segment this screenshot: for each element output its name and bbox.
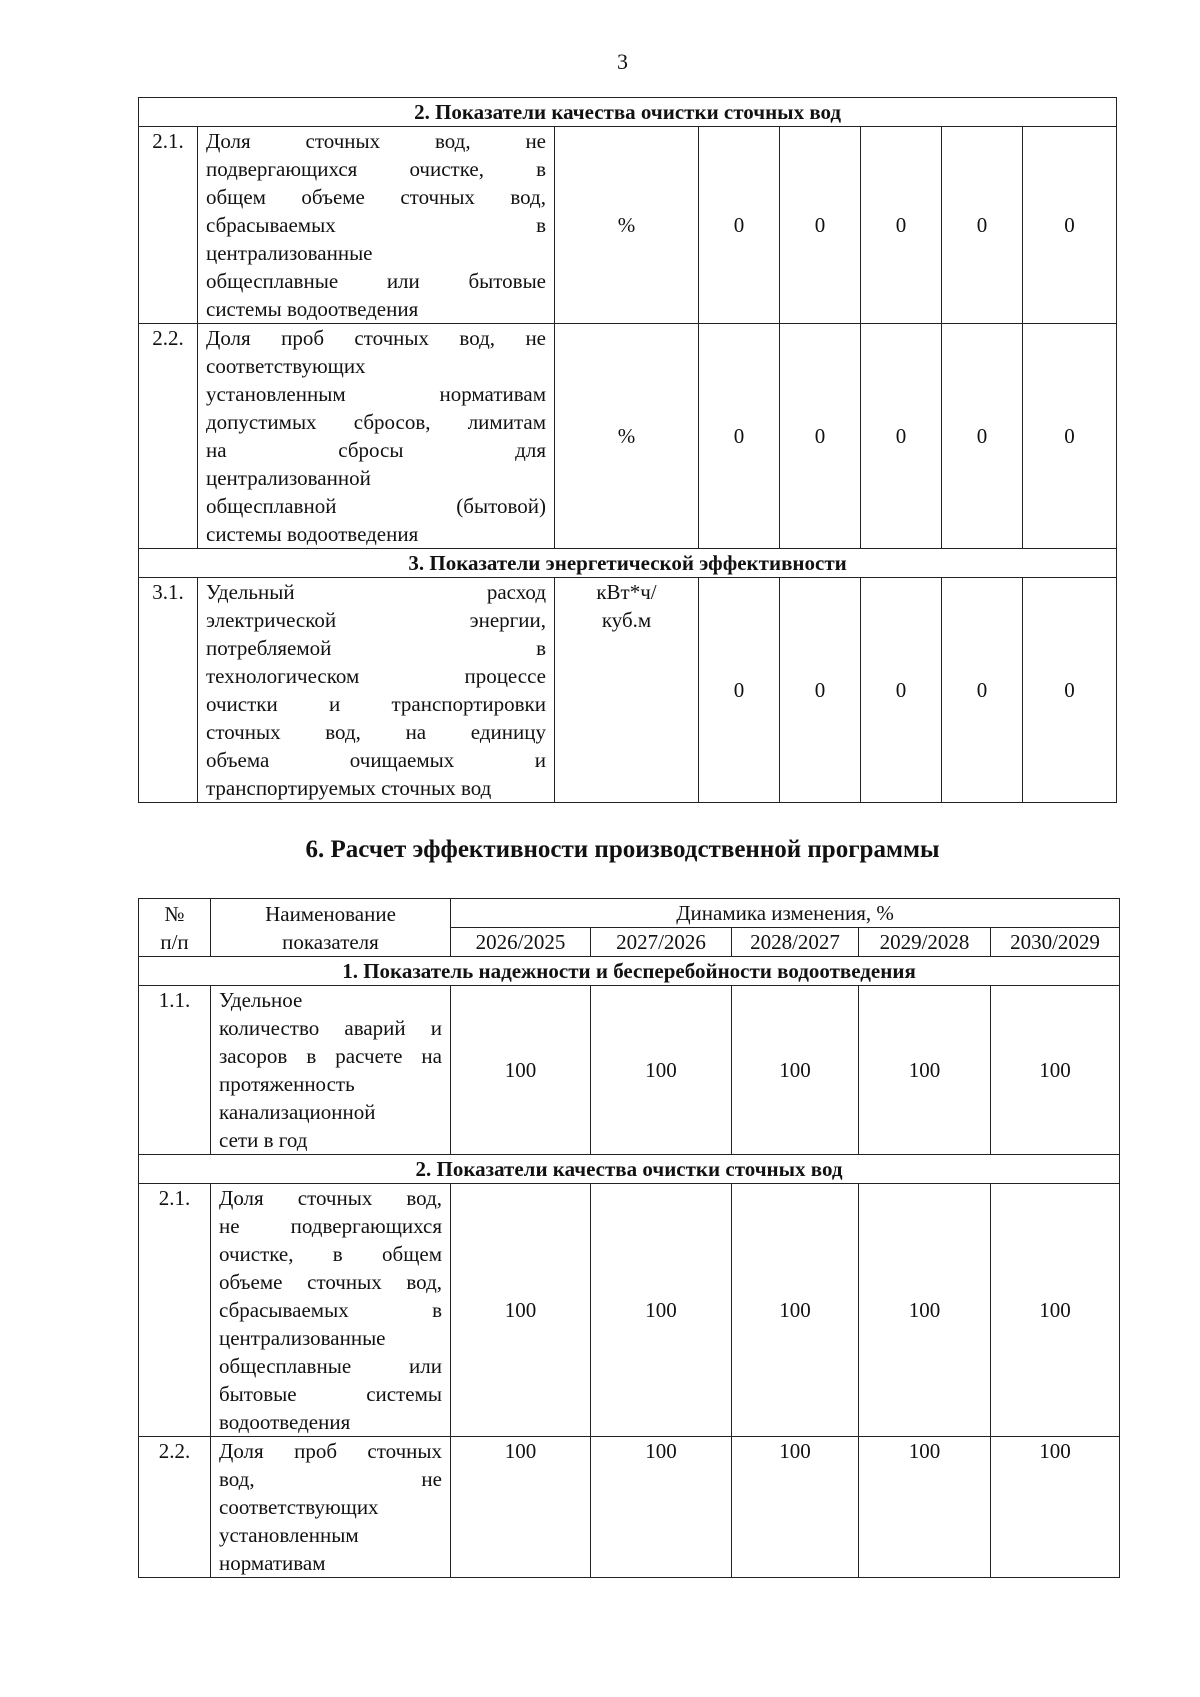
row-number: 3.1. <box>139 578 198 803</box>
section-title: 2. Показатели качества очистки сточных вод <box>139 1155 1120 1184</box>
indicator-name-line: соответствующих <box>206 354 366 378</box>
table-row <box>139 986 1120 1155</box>
indicator-name-line: Удельное <box>219 988 303 1012</box>
section-heading: 6. Расчет эффективности производственной программы <box>305 836 940 863</box>
header-year: 2030/2029 <box>991 928 1120 957</box>
unit-cell: % <box>555 324 699 549</box>
indicator-name-line: не подвергающихся <box>219 1214 442 1238</box>
indicator-name-line: Доля сточных вод, <box>219 1186 442 1210</box>
row-number: 2.2. <box>139 324 198 549</box>
value-cell: 100 <box>859 1437 991 1578</box>
table-row <box>139 578 1117 803</box>
indicator-name-line: бытовые системы <box>219 1382 442 1406</box>
indicator-name-line: Доля проб сточных вод, не <box>206 326 546 350</box>
indicator-name-line: протяженность <box>219 1072 355 1096</box>
unit-cell: % <box>555 127 699 324</box>
indicator-name-line: очистки и транспортировки <box>206 692 546 716</box>
value-cell: 0 <box>699 578 780 803</box>
value-cell: 100 <box>859 986 991 1155</box>
indicator-name-line: сети в год <box>219 1128 308 1152</box>
indicator-name <box>211 1184 451 1437</box>
value-cell: 0 <box>780 324 861 549</box>
value-cell: 0 <box>780 578 861 803</box>
indicator-name-line: технологическом процессе <box>206 664 546 688</box>
row-number: 2.1. <box>139 1184 211 1437</box>
header-year: 2028/2027 <box>732 928 859 957</box>
indicator-name-line: вод, не <box>219 1467 442 1491</box>
indicator-name-line: транспортируемых сточных вод <box>206 776 492 800</box>
indicator-name-line: системы водоотведения <box>206 522 419 546</box>
indicator-name-line: объеме сточных вод, <box>219 1270 442 1294</box>
value-cell: 0 <box>861 324 942 549</box>
value-cell: 0 <box>942 324 1023 549</box>
header-num <box>139 899 211 957</box>
indicator-name-line: нормативам <box>219 1551 326 1575</box>
indicator-name-line: общесплавные или <box>219 1354 442 1378</box>
value-cell: 0 <box>1023 127 1117 324</box>
value-cell: 100 <box>451 986 591 1155</box>
indicator-name <box>211 1437 451 1578</box>
header-num-line: № <box>164 901 185 926</box>
value-cell: 100 <box>991 1437 1120 1578</box>
indicator-name-line: установленным нормативам <box>206 382 546 406</box>
indicator-name-line: централизованной <box>206 466 371 490</box>
value-cell: 0 <box>780 127 861 324</box>
indicator-name-line: потребляемой в <box>206 636 546 660</box>
header-name <box>211 899 451 957</box>
indicator-name-line: централизованные <box>219 1326 386 1350</box>
indicator-name-line: очистке, в общем <box>219 1242 442 1266</box>
indicator-name-line: сбрасываемых в <box>206 213 546 237</box>
table-row <box>139 1437 1120 1578</box>
indicator-name-line: общесплавной (бытовой) <box>206 494 546 518</box>
unit-line: куб.м <box>601 608 652 632</box>
value-cell: 100 <box>991 986 1120 1155</box>
value-cell: 100 <box>732 1184 859 1437</box>
indicator-name-line: водоотведения <box>219 1410 351 1434</box>
unit-cell <box>555 578 699 803</box>
header-year: 2029/2028 <box>859 928 991 957</box>
indicator-name-line: системы водоотведения <box>206 297 419 321</box>
indicator-name-line: Доля сточных вод, не <box>206 129 546 153</box>
header-dynamics: Динамика изменения, % <box>451 899 1120 928</box>
value-cell: 0 <box>942 127 1023 324</box>
value-cell: 0 <box>1023 578 1117 803</box>
indicator-name-line: соответствующих <box>219 1495 379 1519</box>
value-cell: 100 <box>732 1437 859 1578</box>
unit-line: кВт*ч/ <box>596 580 657 604</box>
indicator-name <box>198 578 555 803</box>
section-title: 2. Показатели качества очистки сточных вод <box>139 98 1117 127</box>
header-year: 2027/2026 <box>591 928 732 957</box>
header-year: 2026/2025 <box>451 928 591 957</box>
table-row <box>139 127 1117 324</box>
value-cell: 100 <box>991 1184 1120 1437</box>
section-header-row <box>139 98 1117 127</box>
indicator-name-line: допустимых сбросов, лимитам <box>206 410 546 434</box>
indicator-name-line: подвергающихся очистке, в <box>206 157 546 181</box>
value-cell: 100 <box>591 986 732 1155</box>
value-cell: 100 <box>591 1437 732 1578</box>
value-cell: 0 <box>699 324 780 549</box>
indicator-name <box>198 127 555 324</box>
row-number: 1.1. <box>139 986 211 1155</box>
header-name-line: Наименование <box>265 901 396 926</box>
value-cell: 100 <box>732 986 859 1155</box>
indicator-name-line: Доля проб сточных <box>219 1439 442 1463</box>
indicator-name-line: общесплавные или бытовые <box>206 269 546 293</box>
row-number: 2.2. <box>139 1437 211 1578</box>
section-header-row <box>139 1155 1120 1184</box>
header-name-line: показателя <box>282 929 379 954</box>
table-row <box>139 324 1117 549</box>
indicator-name-line: канализационной <box>219 1100 376 1124</box>
page-number: 3 <box>617 49 628 74</box>
indicator-name-line: сбрасываемых в <box>219 1298 442 1322</box>
value-cell: 100 <box>591 1184 732 1437</box>
header-num-line: п/п <box>160 929 189 954</box>
section-title: 1. Показатель надежности и бесперебойности водоотведения <box>139 957 1120 986</box>
table-header-row <box>139 899 1120 928</box>
indicator-name <box>211 986 451 1155</box>
indicator-name-line: объема очищаемых и <box>206 748 546 772</box>
indicator-name-line: на сбросы для <box>206 438 546 462</box>
value-cell: 0 <box>1023 324 1117 549</box>
indicators-table <box>138 97 1117 803</box>
indicator-name-line: количество аварий и <box>219 1016 442 1040</box>
indicator-name-line: засоров в расчете на <box>219 1044 442 1068</box>
indicator-name-line: централизованные <box>206 241 373 265</box>
indicator-name <box>198 324 555 549</box>
indicator-name-line: общем объеме сточных вод, <box>206 185 546 209</box>
value-cell: 100 <box>859 1184 991 1437</box>
indicator-name-line: электрической энергии, <box>206 608 546 632</box>
value-cell: 0 <box>861 578 942 803</box>
section-header-row <box>139 957 1120 986</box>
value-cell: 0 <box>861 127 942 324</box>
indicator-name-line: сточных вод, на единицу <box>206 720 546 744</box>
section-title: 3. Показатели энергетической эффективности <box>139 549 1117 578</box>
value-cell: 100 <box>451 1437 591 1578</box>
efficiency-table <box>138 898 1120 1578</box>
value-cell: 0 <box>699 127 780 324</box>
row-number: 2.1. <box>139 127 198 324</box>
value-cell: 0 <box>942 578 1023 803</box>
indicator-name-line: Удельный расход <box>206 580 546 604</box>
indicator-name-line: установленным <box>219 1523 359 1547</box>
value-cell: 100 <box>451 1184 591 1437</box>
section-header-row <box>139 549 1117 578</box>
table-row <box>139 1184 1120 1437</box>
